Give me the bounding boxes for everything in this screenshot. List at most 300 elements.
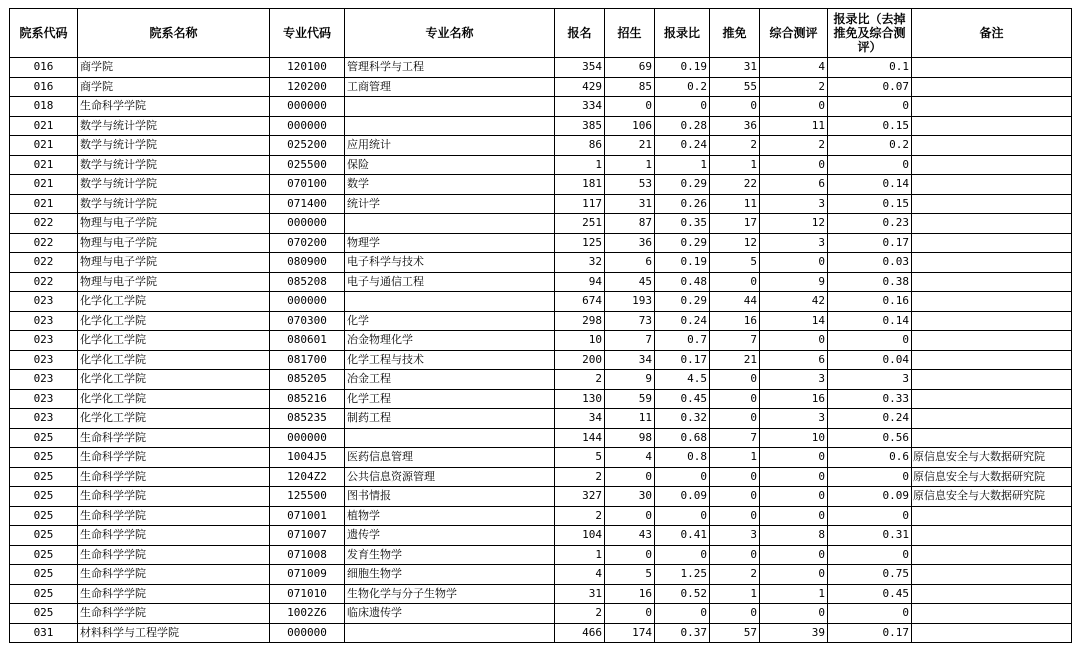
cell-recommended[interactable]: 0 [710, 506, 760, 526]
cell-recommended[interactable]: 7 [710, 331, 760, 351]
cell-major-code[interactable]: 000000 [270, 116, 345, 136]
cell-evaluation[interactable]: 14 [760, 311, 828, 331]
cell-recommended[interactable]: 0 [710, 370, 760, 390]
cell-recommended[interactable]: 31 [710, 58, 760, 78]
cell-applicants[interactable]: 4 [555, 565, 605, 585]
cell-applicants[interactable]: 117 [555, 194, 605, 214]
cell-notes[interactable] [912, 233, 1072, 253]
cell-recommended[interactable]: 1 [710, 155, 760, 175]
cell-ratio[interactable]: 0.29 [655, 175, 710, 195]
cell-recommended[interactable]: 36 [710, 116, 760, 136]
cell-evaluation[interactable]: 4 [760, 58, 828, 78]
cell-enrolled[interactable]: 98 [605, 428, 655, 448]
cell-recommended[interactable]: 0 [710, 389, 760, 409]
cell-evaluation[interactable]: 6 [760, 175, 828, 195]
cell-dept-name[interactable]: 化学化工学院 [78, 389, 270, 409]
cell-major-code[interactable]: 081700 [270, 350, 345, 370]
cell-enrolled[interactable]: 0 [605, 467, 655, 487]
cell-dept-name[interactable]: 商学院 [78, 58, 270, 78]
cell-major-code[interactable]: 071010 [270, 584, 345, 604]
cell-recommended[interactable]: 0 [710, 409, 760, 429]
cell-adjusted-ratio[interactable]: 0.14 [828, 311, 912, 331]
cell-dept-code[interactable]: 023 [10, 292, 78, 312]
cell-enrolled[interactable]: 0 [605, 97, 655, 117]
cell-adjusted-ratio[interactable]: 0 [828, 506, 912, 526]
cell-major-name[interactable]: 临床遗传学 [345, 604, 555, 624]
cell-applicants[interactable]: 125 [555, 233, 605, 253]
cell-adjusted-ratio[interactable]: 0.45 [828, 584, 912, 604]
cell-enrolled[interactable]: 21 [605, 136, 655, 156]
cell-evaluation[interactable]: 16 [760, 389, 828, 409]
cell-dept-code[interactable]: 023 [10, 389, 78, 409]
cell-applicants[interactable]: 144 [555, 428, 605, 448]
cell-ratio[interactable]: 0 [655, 604, 710, 624]
cell-evaluation[interactable]: 2 [760, 136, 828, 156]
cell-enrolled[interactable]: 0 [605, 545, 655, 565]
cell-enrolled[interactable]: 34 [605, 350, 655, 370]
cell-dept-name[interactable]: 化学化工学院 [78, 350, 270, 370]
cell-ratio[interactable]: 0.52 [655, 584, 710, 604]
cell-ratio[interactable]: 0.19 [655, 253, 710, 273]
cell-dept-name[interactable]: 化学化工学院 [78, 409, 270, 429]
cell-adjusted-ratio[interactable]: 0.2 [828, 136, 912, 156]
cell-enrolled[interactable]: 6 [605, 253, 655, 273]
cell-applicants[interactable]: 674 [555, 292, 605, 312]
cell-notes[interactable] [912, 175, 1072, 195]
cell-major-code[interactable]: 000000 [270, 292, 345, 312]
cell-dept-name[interactable]: 生命科学学院 [78, 467, 270, 487]
cell-dept-name[interactable]: 数学与统计学院 [78, 194, 270, 214]
cell-ratio[interactable]: 0.09 [655, 487, 710, 507]
cell-major-code[interactable]: 085208 [270, 272, 345, 292]
cell-enrolled[interactable]: 5 [605, 565, 655, 585]
cell-major-name[interactable] [345, 428, 555, 448]
cell-adjusted-ratio[interactable]: 0.14 [828, 175, 912, 195]
cell-applicants[interactable]: 104 [555, 526, 605, 546]
cell-dept-code[interactable]: 025 [10, 487, 78, 507]
cell-adjusted-ratio[interactable]: 0.17 [828, 623, 912, 643]
cell-dept-code[interactable]: 018 [10, 97, 78, 117]
cell-notes[interactable] [912, 545, 1072, 565]
cell-dept-name[interactable]: 生命科学学院 [78, 448, 270, 468]
cell-notes[interactable] [912, 253, 1072, 273]
cell-ratio[interactable]: 0 [655, 506, 710, 526]
cell-dept-name[interactable]: 数学与统计学院 [78, 155, 270, 175]
cell-recommended[interactable]: 12 [710, 233, 760, 253]
cell-notes[interactable] [912, 604, 1072, 624]
cell-notes[interactable] [912, 506, 1072, 526]
cell-major-code[interactable]: 000000 [270, 623, 345, 643]
cell-notes[interactable] [912, 116, 1072, 136]
cell-applicants[interactable]: 2 [555, 604, 605, 624]
cell-adjusted-ratio[interactable]: 0.03 [828, 253, 912, 273]
cell-adjusted-ratio[interactable]: 0.04 [828, 350, 912, 370]
cell-dept-name[interactable]: 物理与电子学院 [78, 214, 270, 234]
cell-adjusted-ratio[interactable]: 0.07 [828, 77, 912, 97]
cell-evaluation[interactable]: 1 [760, 584, 828, 604]
cell-dept-name[interactable]: 生命科学学院 [78, 545, 270, 565]
cell-enrolled[interactable]: 59 [605, 389, 655, 409]
cell-dept-code[interactable]: 023 [10, 409, 78, 429]
cell-applicants[interactable]: 34 [555, 409, 605, 429]
cell-enrolled[interactable]: 36 [605, 233, 655, 253]
cell-ratio[interactable]: 0.24 [655, 136, 710, 156]
cell-major-name[interactable] [345, 97, 555, 117]
cell-adjusted-ratio[interactable]: 0 [828, 331, 912, 351]
cell-ratio[interactable]: 0.17 [655, 350, 710, 370]
cell-recommended[interactable]: 0 [710, 487, 760, 507]
cell-enrolled[interactable]: 9 [605, 370, 655, 390]
cell-adjusted-ratio[interactable]: 0 [828, 545, 912, 565]
cell-evaluation[interactable]: 0 [760, 448, 828, 468]
cell-applicants[interactable]: 86 [555, 136, 605, 156]
cell-dept-name[interactable]: 数学与统计学院 [78, 136, 270, 156]
cell-recommended[interactable]: 22 [710, 175, 760, 195]
cell-adjusted-ratio[interactable]: 0 [828, 467, 912, 487]
cell-recommended[interactable]: 55 [710, 77, 760, 97]
cell-ratio[interactable]: 0.41 [655, 526, 710, 546]
cell-recommended[interactable]: 57 [710, 623, 760, 643]
cell-major-name[interactable] [345, 292, 555, 312]
cell-evaluation[interactable]: 12 [760, 214, 828, 234]
cell-ratio[interactable]: 0.29 [655, 292, 710, 312]
cell-major-code[interactable]: 071400 [270, 194, 345, 214]
cell-ratio[interactable]: 0.8 [655, 448, 710, 468]
cell-dept-code[interactable]: 025 [10, 448, 78, 468]
cell-enrolled[interactable]: 174 [605, 623, 655, 643]
cell-adjusted-ratio[interactable]: 3 [828, 370, 912, 390]
cell-ratio[interactable]: 0.48 [655, 272, 710, 292]
cell-major-name[interactable]: 电子科学与技术 [345, 253, 555, 273]
cell-dept-name[interactable]: 数学与统计学院 [78, 175, 270, 195]
cell-major-name[interactable]: 公共信息资源管理 [345, 467, 555, 487]
cell-major-name[interactable] [345, 214, 555, 234]
cell-dept-name[interactable]: 生命科学学院 [78, 526, 270, 546]
cell-evaluation[interactable]: 2 [760, 77, 828, 97]
cell-dept-code[interactable]: 031 [10, 623, 78, 643]
cell-recommended[interactable]: 0 [710, 97, 760, 117]
cell-dept-name[interactable]: 物理与电子学院 [78, 272, 270, 292]
cell-applicants[interactable]: 429 [555, 77, 605, 97]
cell-adjusted-ratio[interactable]: 0.56 [828, 428, 912, 448]
cell-dept-code[interactable]: 022 [10, 253, 78, 273]
cell-recommended[interactable]: 21 [710, 350, 760, 370]
cell-evaluation[interactable]: 11 [760, 116, 828, 136]
cell-dept-name[interactable]: 材料科学与工程学院 [78, 623, 270, 643]
cell-applicants[interactable]: 1 [555, 545, 605, 565]
cell-major-code[interactable]: 080601 [270, 331, 345, 351]
cell-applicants[interactable]: 2 [555, 506, 605, 526]
cell-recommended[interactable]: 0 [710, 467, 760, 487]
cell-notes[interactable] [912, 350, 1072, 370]
cell-applicants[interactable]: 130 [555, 389, 605, 409]
cell-dept-code[interactable]: 023 [10, 331, 78, 351]
cell-recommended[interactable]: 2 [710, 565, 760, 585]
cell-recommended[interactable]: 1 [710, 584, 760, 604]
cell-evaluation[interactable]: 3 [760, 233, 828, 253]
cell-applicants[interactable]: 466 [555, 623, 605, 643]
cell-major-name[interactable]: 保险 [345, 155, 555, 175]
cell-notes[interactable] [912, 370, 1072, 390]
cell-evaluation[interactable]: 3 [760, 194, 828, 214]
cell-major-name[interactable]: 管理科学与工程 [345, 58, 555, 78]
cell-evaluation[interactable]: 9 [760, 272, 828, 292]
cell-adjusted-ratio[interactable]: 0.33 [828, 389, 912, 409]
cell-evaluation[interactable]: 0 [760, 155, 828, 175]
cell-major-code[interactable]: 120100 [270, 58, 345, 78]
cell-adjusted-ratio[interactable]: 0.17 [828, 233, 912, 253]
cell-applicants[interactable]: 298 [555, 311, 605, 331]
cell-adjusted-ratio[interactable]: 0.31 [828, 526, 912, 546]
cell-enrolled[interactable]: 69 [605, 58, 655, 78]
cell-dept-code[interactable]: 025 [10, 467, 78, 487]
cell-major-name[interactable]: 化学工程与技术 [345, 350, 555, 370]
cell-major-code[interactable]: 070300 [270, 311, 345, 331]
cell-recommended[interactable]: 17 [710, 214, 760, 234]
cell-recommended[interactable]: 44 [710, 292, 760, 312]
cell-applicants[interactable]: 2 [555, 370, 605, 390]
cell-ratio[interactable]: 0.24 [655, 311, 710, 331]
cell-dept-code[interactable]: 016 [10, 77, 78, 97]
cell-applicants[interactable]: 200 [555, 350, 605, 370]
cell-enrolled[interactable]: 30 [605, 487, 655, 507]
cell-enrolled[interactable]: 16 [605, 584, 655, 604]
cell-applicants[interactable]: 2 [555, 467, 605, 487]
cell-major-code[interactable]: 1002Z6 [270, 604, 345, 624]
cell-notes[interactable] [912, 584, 1072, 604]
cell-evaluation[interactable]: 0 [760, 331, 828, 351]
cell-notes[interactable] [912, 311, 1072, 331]
cell-dept-code[interactable]: 023 [10, 370, 78, 390]
cell-notes[interactable]: 原信息安全与大数据研究院 [912, 448, 1072, 468]
cell-adjusted-ratio[interactable]: 0 [828, 155, 912, 175]
cell-notes[interactable]: 原信息安全与大数据研究院 [912, 487, 1072, 507]
cell-major-name[interactable]: 生物化学与分子生物学 [345, 584, 555, 604]
cell-dept-code[interactable]: 025 [10, 604, 78, 624]
cell-major-name[interactable]: 统计学 [345, 194, 555, 214]
cell-dept-code[interactable]: 021 [10, 116, 78, 136]
cell-dept-code[interactable]: 022 [10, 214, 78, 234]
cell-ratio[interactable]: 0.32 [655, 409, 710, 429]
cell-ratio[interactable]: 0.29 [655, 233, 710, 253]
cell-dept-name[interactable]: 物理与电子学院 [78, 253, 270, 273]
cell-notes[interactable] [912, 97, 1072, 117]
cell-enrolled[interactable]: 43 [605, 526, 655, 546]
cell-applicants[interactable]: 32 [555, 253, 605, 273]
cell-major-name[interactable]: 发育生物学 [345, 545, 555, 565]
cell-ratio[interactable]: 0.28 [655, 116, 710, 136]
cell-major-name[interactable]: 植物学 [345, 506, 555, 526]
cell-adjusted-ratio[interactable]: 0.09 [828, 487, 912, 507]
cell-adjusted-ratio[interactable]: 0.15 [828, 194, 912, 214]
cell-evaluation[interactable]: 10 [760, 428, 828, 448]
cell-applicants[interactable]: 1 [555, 155, 605, 175]
cell-recommended[interactable]: 11 [710, 194, 760, 214]
cell-major-code[interactable]: 085216 [270, 389, 345, 409]
cell-major-name[interactable]: 数学 [345, 175, 555, 195]
cell-dept-code[interactable]: 025 [10, 565, 78, 585]
cell-notes[interactable] [912, 272, 1072, 292]
cell-applicants[interactable]: 334 [555, 97, 605, 117]
cell-ratio[interactable]: 0.2 [655, 77, 710, 97]
cell-major-code[interactable]: 000000 [270, 97, 345, 117]
cell-dept-code[interactable]: 025 [10, 506, 78, 526]
cell-recommended[interactable]: 2 [710, 136, 760, 156]
cell-adjusted-ratio[interactable]: 0.23 [828, 214, 912, 234]
cell-evaluation[interactable]: 6 [760, 350, 828, 370]
cell-major-code[interactable]: 071008 [270, 545, 345, 565]
cell-notes[interactable] [912, 428, 1072, 448]
cell-ratio[interactable]: 0.68 [655, 428, 710, 448]
cell-ratio[interactable]: 4.5 [655, 370, 710, 390]
cell-dept-name[interactable]: 商学院 [78, 77, 270, 97]
cell-ratio[interactable]: 0.35 [655, 214, 710, 234]
cell-major-code[interactable]: 1004J5 [270, 448, 345, 468]
cell-dept-code[interactable]: 025 [10, 526, 78, 546]
cell-ratio[interactable]: 1 [655, 155, 710, 175]
cell-major-name[interactable]: 化学 [345, 311, 555, 331]
cell-major-code[interactable]: 125500 [270, 487, 345, 507]
cell-adjusted-ratio[interactable]: 0 [828, 97, 912, 117]
cell-ratio[interactable]: 1.25 [655, 565, 710, 585]
cell-enrolled[interactable]: 73 [605, 311, 655, 331]
cell-evaluation[interactable]: 0 [760, 506, 828, 526]
cell-notes[interactable] [912, 214, 1072, 234]
cell-notes[interactable] [912, 77, 1072, 97]
cell-ratio[interactable]: 0 [655, 97, 710, 117]
cell-ratio[interactable]: 0 [655, 545, 710, 565]
cell-notes[interactable] [912, 331, 1072, 351]
cell-dept-name[interactable]: 数学与统计学院 [78, 116, 270, 136]
cell-evaluation[interactable]: 8 [760, 526, 828, 546]
cell-evaluation[interactable]: 39 [760, 623, 828, 643]
cell-ratio[interactable]: 0.45 [655, 389, 710, 409]
cell-applicants[interactable]: 5 [555, 448, 605, 468]
cell-enrolled[interactable]: 53 [605, 175, 655, 195]
cell-enrolled[interactable]: 193 [605, 292, 655, 312]
cell-evaluation[interactable]: 0 [760, 253, 828, 273]
cell-ratio[interactable]: 0.37 [655, 623, 710, 643]
cell-adjusted-ratio[interactable]: 0.16 [828, 292, 912, 312]
cell-evaluation[interactable]: 0 [760, 565, 828, 585]
cell-enrolled[interactable]: 0 [605, 604, 655, 624]
cell-recommended[interactable]: 3 [710, 526, 760, 546]
cell-enrolled[interactable]: 31 [605, 194, 655, 214]
cell-enrolled[interactable]: 0 [605, 506, 655, 526]
cell-enrolled[interactable]: 7 [605, 331, 655, 351]
cell-evaluation[interactable]: 3 [760, 370, 828, 390]
cell-recommended[interactable]: 0 [710, 604, 760, 624]
cell-enrolled[interactable]: 106 [605, 116, 655, 136]
cell-notes[interactable] [912, 58, 1072, 78]
cell-recommended[interactable]: 1 [710, 448, 760, 468]
cell-dept-code[interactable]: 023 [10, 311, 78, 331]
cell-evaluation[interactable]: 42 [760, 292, 828, 312]
cell-recommended[interactable]: 5 [710, 253, 760, 273]
cell-dept-code[interactable]: 021 [10, 155, 78, 175]
cell-major-code[interactable]: 120200 [270, 77, 345, 97]
cell-adjusted-ratio[interactable]: 0.15 [828, 116, 912, 136]
cell-dept-code[interactable]: 025 [10, 584, 78, 604]
cell-dept-name[interactable]: 化学化工学院 [78, 331, 270, 351]
cell-applicants[interactable]: 10 [555, 331, 605, 351]
cell-dept-name[interactable]: 生命科学学院 [78, 487, 270, 507]
cell-notes[interactable] [912, 136, 1072, 156]
cell-evaluation[interactable]: 0 [760, 604, 828, 624]
cell-applicants[interactable]: 327 [555, 487, 605, 507]
cell-applicants[interactable]: 94 [555, 272, 605, 292]
cell-major-code[interactable]: 070200 [270, 233, 345, 253]
cell-applicants[interactable]: 385 [555, 116, 605, 136]
cell-enrolled[interactable]: 87 [605, 214, 655, 234]
cell-dept-code[interactable]: 021 [10, 175, 78, 195]
cell-dept-name[interactable]: 化学化工学院 [78, 292, 270, 312]
cell-notes[interactable] [912, 155, 1072, 175]
cell-major-name[interactable]: 制药工程 [345, 409, 555, 429]
cell-dept-name[interactable]: 化学化工学院 [78, 370, 270, 390]
cell-major-code[interactable]: 025500 [270, 155, 345, 175]
cell-notes[interactable] [912, 194, 1072, 214]
cell-dept-name[interactable]: 生命科学学院 [78, 506, 270, 526]
cell-major-name[interactable]: 医药信息管理 [345, 448, 555, 468]
cell-applicants[interactable]: 181 [555, 175, 605, 195]
cell-major-name[interactable]: 图书情报 [345, 487, 555, 507]
cell-enrolled[interactable]: 85 [605, 77, 655, 97]
cell-dept-code[interactable]: 022 [10, 233, 78, 253]
cell-major-name[interactable]: 物理学 [345, 233, 555, 253]
cell-adjusted-ratio[interactable]: 0.6 [828, 448, 912, 468]
cell-adjusted-ratio[interactable]: 0 [828, 604, 912, 624]
cell-dept-code[interactable]: 023 [10, 350, 78, 370]
cell-major-name[interactable]: 细胞生物学 [345, 565, 555, 585]
cell-notes[interactable] [912, 292, 1072, 312]
cell-major-code[interactable]: 000000 [270, 428, 345, 448]
cell-ratio[interactable]: 0 [655, 467, 710, 487]
cell-dept-name[interactable]: 生命科学学院 [78, 428, 270, 448]
cell-major-code[interactable]: 071007 [270, 526, 345, 546]
cell-dept-name[interactable]: 物理与电子学院 [78, 233, 270, 253]
cell-major-name[interactable]: 工商管理 [345, 77, 555, 97]
cell-ratio[interactable]: 0.7 [655, 331, 710, 351]
cell-notes[interactable] [912, 409, 1072, 429]
cell-applicants[interactable]: 354 [555, 58, 605, 78]
cell-dept-name[interactable]: 生命科学学院 [78, 565, 270, 585]
cell-dept-name[interactable]: 化学化工学院 [78, 311, 270, 331]
cell-recommended[interactable]: 0 [710, 272, 760, 292]
cell-evaluation[interactable]: 0 [760, 545, 828, 565]
cell-evaluation[interactable]: 3 [760, 409, 828, 429]
cell-dept-code[interactable]: 025 [10, 428, 78, 448]
cell-dept-code[interactable]: 022 [10, 272, 78, 292]
cell-major-name[interactable] [345, 623, 555, 643]
cell-enrolled[interactable]: 11 [605, 409, 655, 429]
cell-recommended[interactable]: 0 [710, 545, 760, 565]
cell-dept-name[interactable]: 生命科学学院 [78, 584, 270, 604]
cell-evaluation[interactable]: 0 [760, 467, 828, 487]
cell-notes[interactable] [912, 389, 1072, 409]
cell-enrolled[interactable]: 45 [605, 272, 655, 292]
cell-dept-code[interactable]: 016 [10, 58, 78, 78]
cell-major-code[interactable]: 025200 [270, 136, 345, 156]
cell-adjusted-ratio[interactable]: 0.1 [828, 58, 912, 78]
cell-adjusted-ratio[interactable]: 0.38 [828, 272, 912, 292]
cell-applicants[interactable]: 251 [555, 214, 605, 234]
cell-adjusted-ratio[interactable]: 0.75 [828, 565, 912, 585]
cell-notes[interactable]: 原信息安全与大数据研究院 [912, 467, 1072, 487]
cell-major-name[interactable]: 遗传学 [345, 526, 555, 546]
cell-evaluation[interactable]: 0 [760, 487, 828, 507]
cell-major-code[interactable]: 070100 [270, 175, 345, 195]
